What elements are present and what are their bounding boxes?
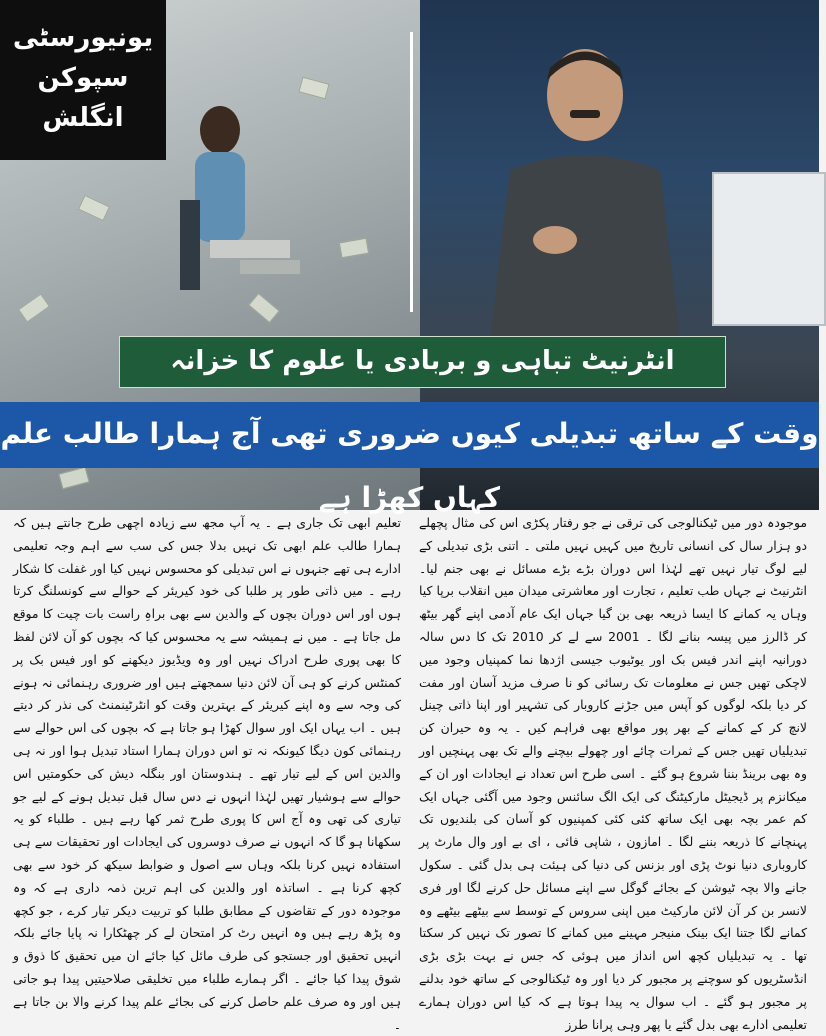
money-note-icon [18, 293, 50, 322]
article-column-left: تعلیم ابھی تک جاری ہے ۔ یہ آپ مجھ سے زیادہ اچھی طرح جانتے ہیں کہ ہمارا طالب علم ابھی تک نہیں بدلا جس کی سب سے اہم وجہ تعلیمی ادارے ہی تھے جنہوں نے اس تبدیلی کو محسوس نہیں کیا اور غفلت کا شکار رہے ۔ میں ذاتی طور پر طلبا کی خود کیریئر کے حوالے سے کونسلنگ کرتا ہوں اور اس دوران بچوں کے والدین سے بھی براہِ راست بات چیت کا موقع مل جاتا ہے ۔ میں نے ہمیشہ سے یہ محسوس کیا کہ بچوں کو آن لائن لفظ کا بھی پوری طرح ادراک نہیں اور وہ ویڈیوز دیکھنے کو اور فیس بک پر کمنٹس کرنے کو ہی آن لائن دنیا سمجھتے ہیں اور ضروری رہنمائی نہ ہونے کی وجہ سے وہ اپنے کیریئر کے بہترین وقت کو انٹرٹینمنٹ کی نذر کر دیتے ہیں ۔ اب یہاں ایک اور سوال کھڑا ہو جاتا ہے کہ بچوں کی اس حوالے سے رہنمائی کون دیگا کیونکہ نہ تو اس دوران ہمارا استاد تبدیل ہوا اور نہ ہی والدین اس کے لیے تیار تھے ۔ ہندوستان اور بنگلہ دیش کی حکومتیں اس حوالے سے ہوشیار تھیں لہٰذا انہوں نے دس سال قبل تبدیل ہونے کے لیے جو تیاری کی تھی وہ آج اس کا پوری طرح ثمر کھا رہے ہیں ۔ طلباء کو یہ سکھانا ہو گا کہ انہوں نے صرف دوسروں کی ایجادات اور تحقیقات سے ہی استفادہ نہیں کرنا بلکہ وہاں سے اصول و ضوابط سیکھ کر خود سے بھی کچھ کرنا ہے ۔ اساتذہ اور والدین کی اہم ترین ذمہ داری ہے کہ وہ موجودہ دور کے تقاضوں کے مطابق طلبا کو تربیت دیکر تیار کرے ، جو کچھ وہ پڑھ رہے ہیں وہ انہیں رٹ کر امتحان لے کر چھٹکارا نہ پایا جائے بلکہ انہیں تحقیق اور جستجو کی طرف مائل کیا جائے ان میں تحقیق کا ذوق و شوق پیدا کیا جائے ۔ اگر ہمارے طلباء میں تخلیقی صلاحیتیں پیدا ہو جاتی ہیں اور وہ صرف علم حاصل کرنے کی بجائے علم پیدا کرنے والا بن جاتا ہے ۔ [13, 515, 401, 1032]
hero-image [0, 0, 819, 514]
whiteboard [712, 172, 826, 326]
brand-line-3: انگلش [42, 103, 124, 133]
brand-logo [0, 0, 166, 160]
lecturer-figure-icon [470, 40, 700, 340]
article-column-right: موجودہ دور میں ٹیکنالوجی کی ترقی نے جو رفتار پکڑی اس کی مثال پچھلے دو ہزار سال کی انسانی تاریخ میں کہیں نہیں ملتی ۔ اتنی بڑی تبدیلی کے لیے لوگ تیار نہیں تھے لہٰذا اس دوران بڑے بڑے مسائل نے بھی جنم لیا۔ انٹرنیٹ نے جہاں طب تعلیم ، تجارت اور معاشرتی میدان میں انقلاب برپا کیا وہاں یہ کمانے کا ایسا ذریعہ بھی بن گیا جہاں ایک عام آدمی اپنے گھر بیٹھ کر ڈالرز میں پیسہ بنانے لگا ۔ 2001 سے لے کر 2010 تک کا دس سالہ دورانیہ اپنے اندر فیس بک اور یوٹیوب جیسی اژدھا نما کمپنیاں وجود میں لاچکی تھیں جس نے معلومات تک رسائی کو نا صرف مزید آسان اور مفت کر دیا بلکہ لوگوں کو آپس میں جڑنے کاروبار کی تشہیر اور اپنا ذاتی چینل لانچ کر کے کمانے کے بھر پور مواقع بھی فراہم کیں ۔ یہ وہ حیران کن تبدیلیاں تھیں جس کے ثمرات چائے اور چھولے بیچنے والے تک بھی پہنچیں اور وہ بھی برینڈ بننا شروع ہو گئے ۔ اسی طرح اس تعداد نے ایجادات اور ان کے میکانزم پر ڈیجیٹل مارکیٹنگ کی ایک الگ سائنس وجود میں آگئی جہاں ایک کم عمر بچہ بھی ایک ساتھ کئی کئی کمپنیوں کو آسان کی بلندیوں تک پہنچانے کا ذریعہ بننے لگا ۔ امازون ، شاپی فائی ، ای بے اور وال مارٹ پر کاروباری دنیا نوٹ پڑی اور بزنس کی دنیا کی ہیئت ہی بدل گئی ۔ سکول جانے والا بچہ ٹیوشن کے بجائے گوگل سے اپنے مسائل حل کرنے لگا اور فری لانسر بن کر آن لائن مارکیٹ میں اپنی سروس کے توسط سے بیٹھے بیٹھے وہ کمانے لگا جتنا ایک بینک منیجر مہینے میں کمانے کا تصور تک نہیں کر سکتا تھا ۔ یہ تبدیلیاں کچھ اس انداز میں ہوئی کہ جس نے بہت بڑی بڑی انڈسٹریوں کو سوچنے پر مجبور کر دیا اور وہ ٹیکنالوجی کے ساتھ خود بدلنے پر مجبور ہو گئے ۔ اب سوال یہ پیدا ہوتا ہے کہ کیا اس دوران ہمارے تعلیمی ادارے بھی بدل گئے یا پھر وہی پرانا طرز [419, 515, 807, 1032]
money-note-icon [58, 467, 89, 490]
photo-divider [410, 32, 413, 312]
money-note-icon [78, 195, 110, 221]
article-body [12, 512, 807, 1032]
money-note-icon [298, 77, 329, 100]
headline-blue-banner: وقت کے ساتھ تبدیلی کیوں ضروری تھی آج ہمارا طالب علم کہاں کھڑا ہے [0, 402, 819, 468]
brand-line-2: سپوکن [37, 63, 129, 93]
money-note-icon [339, 238, 369, 259]
headline-green-banner: انٹرنیٹ تباہی و بربادی یا علوم کا خزانہ [119, 336, 726, 388]
brand-line-1: یونیورسٹی [12, 23, 154, 53]
